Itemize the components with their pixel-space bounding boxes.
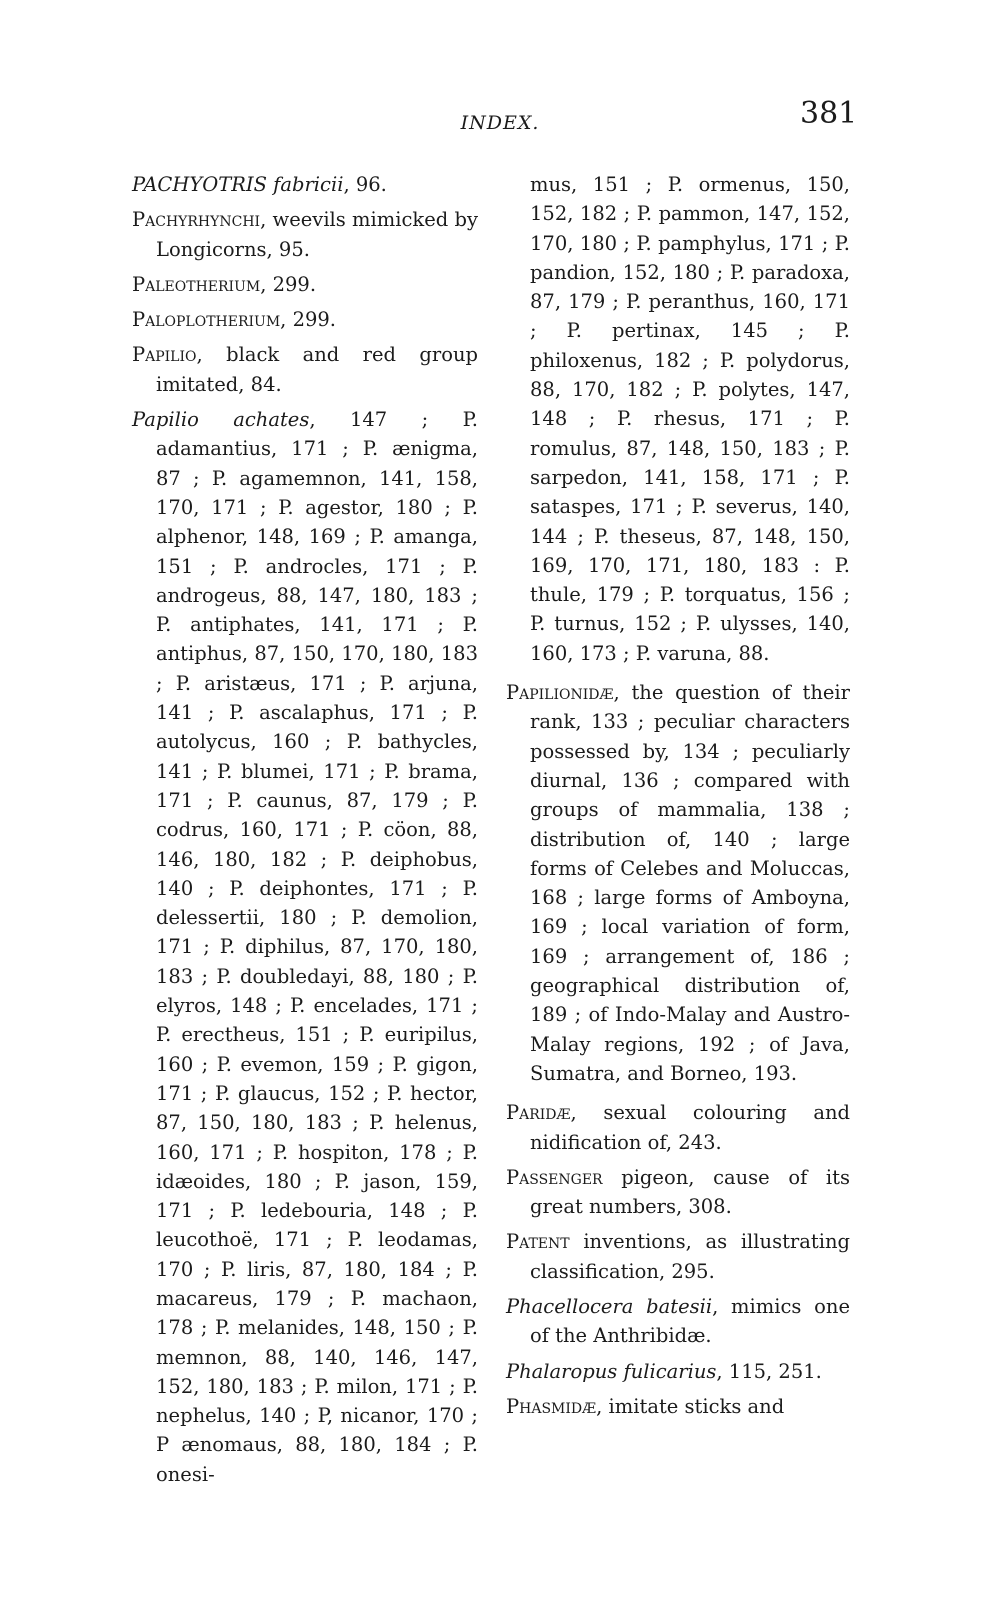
index-entry xyxy=(506,1292,850,1351)
index-entry-continuation xyxy=(506,170,850,668)
index-entry xyxy=(132,170,478,199)
entry-heading: Phalaropus fulicarius xyxy=(506,1359,717,1383)
entry-text: , 115, 251. xyxy=(716,1359,822,1383)
index-entry xyxy=(506,1227,850,1286)
index-entry xyxy=(132,405,478,1489)
entry-text: , 96. xyxy=(343,173,387,196)
entry-text: , the question of their rank, 133 ; peculiar characters possessed by, 134 ; peculiarly diurnal, 136 ; compared with groups of mammalia, 138 ; distribution of, 140 ; large forms of Celebes and Moluccas, 168 ; large forms of Amboyna, 169 ; local variation of form, 169 ; arrangement of, 186 ; geographical distribution of, 189 ; of Indo-Malay and Austro-Malay regions, 192 ; of Java, Sumatra, and Borneo, 193. xyxy=(530,681,850,1085)
index-entry xyxy=(132,305,478,334)
entry-text: , sexual colouring and nidification of, 243. xyxy=(530,1101,850,1154)
index-entry xyxy=(506,678,850,1088)
entry-text: , weevils mimicked by Longicorns, 95. xyxy=(156,208,478,261)
entry-heading: Patent xyxy=(506,1230,570,1254)
entry-heading: Papilio xyxy=(132,343,197,367)
index-column-right xyxy=(506,170,850,1427)
entry-text: , mimics one of the Anthribidæ. xyxy=(530,1294,850,1348)
entry-heading: Paleotherium xyxy=(132,272,261,296)
entry-text: inventions, as illustrating classification, 295. xyxy=(530,1230,850,1283)
index-entry xyxy=(506,1392,850,1421)
entry-heading: Phacellocera batesii xyxy=(506,1294,713,1318)
entry-heading: Papilionidæ xyxy=(506,681,614,705)
index-entry xyxy=(506,1098,850,1157)
entry-text: mus, 151 ; P. ormenus, 150, 152, 182 ; P. pammon, 147, 152, 170, 180 ; P. pamphylus, 171 ; P. pandion, 152, 180 ; P. paradoxa, 87, 179 ; P. peranthus, 160, 171 ; P. pertinax, 145 ; P. philoxenus, 182 ; P. polydorus, 88, 170, 182 ; P. polytes, 147, 148 ; P. rhesus, 171 ; P. romulus, 87, 148, 150, 183 ; P. sarpedon, 141, 158, 171 ; P. sataspes, 171 ; P. severus, 140, 144 ; P. theseus, 87, 148, 150, 169, 170, 171, 180, 183 : P. thule, 179 ; P. torquatus, 156 ; P. turnus, 152 ; P. ulysses, 140, 160, 173 ; P. varuna, 88. xyxy=(530,173,850,665)
entry-text: , 147 ; P. adamantius, 171 ; P. ænigma, 87 ; P. agamemnon, 141, 158, 170, 171 ; P. agestor, 180 ; P. alphenor, 148, 169 ; P. amanga, 151 ; P. androcles, 171 ; P. androgeus, 88, 147, 180, 183 ; P. antiphates, 141, 171 ; P. antiphus, 87, 150, 170, 180, 183 ; P. aristæus, 171 ; P. arjuna, 141 ; P. ascalaphus, 171 ; P. autolycus, 160 ; P. bathycles, 141 ; P. blumei, 171 ; P. brama, 171 ; P. caunus, 87, 179 ; P. codrus, 160, 171 ; P. cöon, 88, 146, 180, 182 ; P. deiphobus, 140 ; P. deiphontes, 171 ; P. delessertii, 180 ; P. demolion, 171 ; P. diphilus, 87, 170, 180, 183 ; P. doubledayi, 88, 180 ; P. elyros, 148 ; P. encelades, 171 ; P. erectheus, 151 ; P. euripilus, 160 ; P. evemon, 159 ; P. gigon, 171 ; P. glaucus, 152 ; P. hector, 87, 150, 180, 183 ; P. helenus, 160, 171 ; P. hospiton, 178 ; P. idæoides, 180 ; P. jason, 159, 171 ; P. ledebouria, 148 ; P. leucothoë, 171 ; P. leodamas, 170 ; P. liris, 87, 180, 184 ; P. macareus, 179 ; P. machaon, 178 ; P. melanides, 148, 150 ; P. memnon, 88, 140, 146, 147, 152, 180, 183 ; P. milon, 171 ; P. nephelus, 140 ; P, nicanor, 170 ; P ænomaus, 88, 180, 184 ; P. onesi- xyxy=(156,408,479,1486)
index-entry xyxy=(132,270,478,299)
entry-text: , 299. xyxy=(260,272,317,296)
index-entry xyxy=(132,340,478,399)
entry-heading: Passenger xyxy=(506,1165,603,1189)
entry-heading: Pachyrhynchi xyxy=(132,208,261,232)
entry-heading: Paridæ xyxy=(506,1101,571,1125)
entry-text: , black and red group imitated, 84. xyxy=(156,343,478,396)
index-column-left xyxy=(132,170,478,1495)
entry-text: pigeon, cause of its great numbers, 308. xyxy=(530,1165,850,1219)
page-number: 381 xyxy=(800,96,858,131)
index-entry xyxy=(132,205,478,264)
entry-text: , imitate sticks and xyxy=(596,1394,785,1418)
entry-heading: PACHYOTRIS fabricii xyxy=(132,173,344,196)
index-entry xyxy=(506,1357,850,1386)
entry-heading: Paloplotherium xyxy=(132,308,281,332)
entry-text: , 299. xyxy=(280,308,336,332)
entry-heading: Papilio achates xyxy=(132,408,310,432)
running-header-title: INDEX. xyxy=(460,112,540,134)
index-entry xyxy=(506,1163,850,1222)
entry-heading: Phasmidæ xyxy=(506,1394,597,1418)
